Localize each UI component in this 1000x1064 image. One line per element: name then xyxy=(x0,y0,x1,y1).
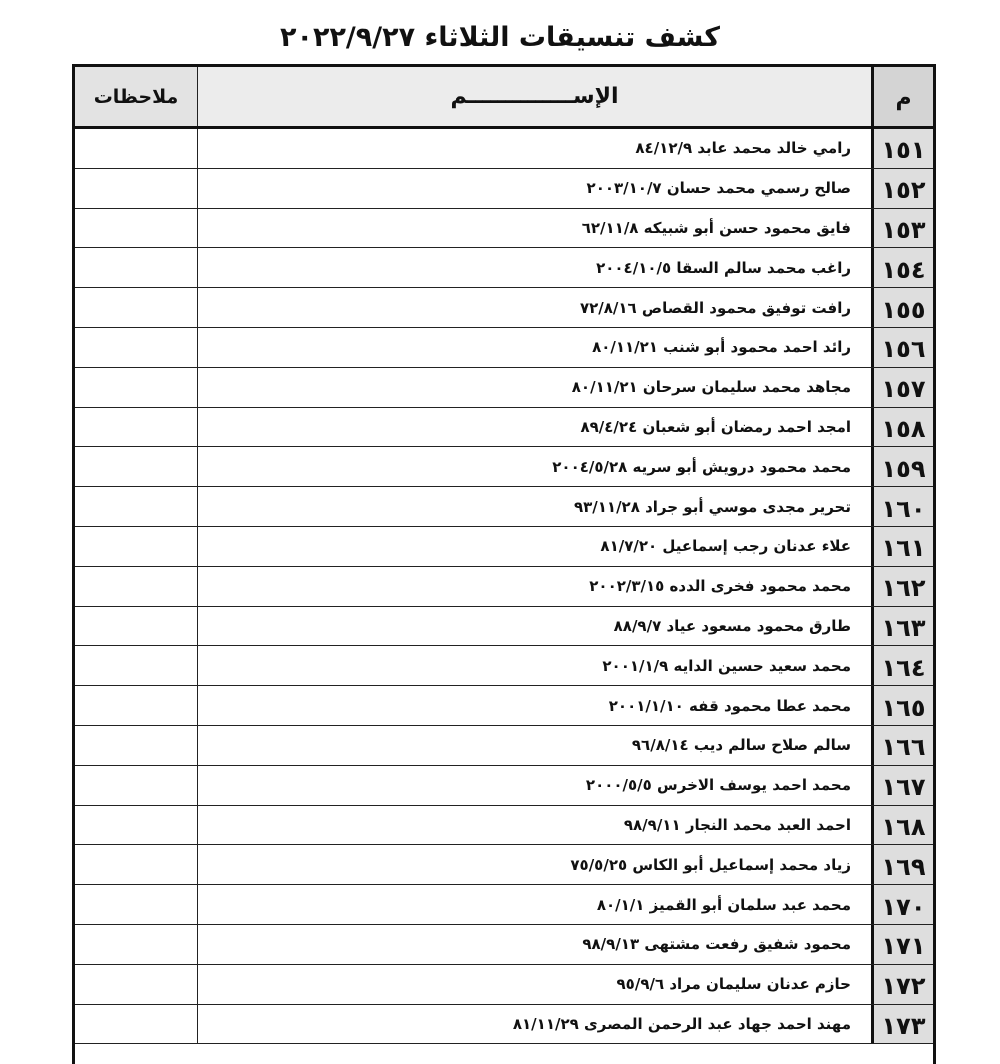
row-name: محمد محمود فخرى الدده ٢٠٠٢/٣/١٥ xyxy=(197,567,871,606)
table-row xyxy=(75,567,933,607)
row-notes xyxy=(75,925,197,964)
row-number: ١٦١ xyxy=(871,527,933,566)
row-number: ١٧٠ xyxy=(871,885,933,924)
header-name: الإســــــــــــــم xyxy=(197,67,871,126)
row-name: زياد محمد إسماعيل أبو الكاس ٧٥/٥/٢٥ xyxy=(197,845,871,884)
row-number: ١٥٦ xyxy=(871,328,933,367)
table-row xyxy=(75,686,933,726)
row-notes xyxy=(75,965,197,1004)
table-row xyxy=(75,726,933,766)
row-name: محمد سعيد حسين الدايه ٢٠٠١/١/٩ xyxy=(197,646,871,685)
table-row xyxy=(75,1005,933,1045)
row-number: ١٥٩ xyxy=(871,447,933,486)
row-name: محمود شفيق رفعت مشتهى ٩٨/٩/١٣ xyxy=(197,925,871,964)
row-notes xyxy=(75,607,197,646)
row-name: رائد احمد محمود أبو شنب ٨٠/١١/٢١ xyxy=(197,328,871,367)
table-row xyxy=(75,845,933,885)
row-notes xyxy=(75,288,197,327)
row-name: رافت توفيق محمود القصاص ٧٢/٨/١٦ xyxy=(197,288,871,327)
table-row xyxy=(75,487,933,527)
table-header-row xyxy=(75,67,933,129)
row-number: ١٦٤ xyxy=(871,646,933,685)
table-body xyxy=(75,129,933,1044)
row-name: مجاهد محمد سليمان سرحان ٨٠/١١/٢١ xyxy=(197,368,871,407)
table-row xyxy=(75,885,933,925)
row-name: تحرير مجدى موسي أبو جراد ٩٣/١١/٢٨ xyxy=(197,487,871,526)
row-name: صالح رسمي محمد حسان ٢٠٠٣/١٠/٧ xyxy=(197,169,871,208)
table-row xyxy=(75,447,933,487)
table-row xyxy=(75,766,933,806)
table-row xyxy=(75,328,933,368)
row-notes xyxy=(75,408,197,447)
row-notes xyxy=(75,328,197,367)
row-number: ١٥٣ xyxy=(871,209,933,248)
row-notes xyxy=(75,487,197,526)
row-number: ١٦٣ xyxy=(871,607,933,646)
row-notes xyxy=(75,169,197,208)
row-name: محمد احمد يوسف الاخرس ٢٠٠٠/٥/٥ xyxy=(197,766,871,805)
page-title: كشف تنسيقات الثلاثاء ٢٠٢٢/٩/٢٧ xyxy=(280,22,720,53)
row-number: ١٧٢ xyxy=(871,965,933,1004)
row-notes xyxy=(75,806,197,845)
row-name: حازم عدنان سليمان مراد ٩٥/٩/٦ xyxy=(197,965,871,1004)
row-number: ١٦٩ xyxy=(871,845,933,884)
row-name: راغب محمد سالم السقا ٢٠٠٤/١٠/٥ xyxy=(197,248,871,287)
row-name: محمد محمود درويش أبو سريه ٢٠٠٤/٥/٢٨ xyxy=(197,447,871,486)
row-number: ١٧٣ xyxy=(871,1005,933,1044)
row-number: ١٦٥ xyxy=(871,686,933,725)
table-row xyxy=(75,209,933,249)
table-row xyxy=(75,806,933,846)
row-name: امجد احمد رمضان أبو شعبان ٨٩/٤/٢٤ xyxy=(197,408,871,447)
row-name: طارق محمود مسعود عياد ٨٨/٩/٧ xyxy=(197,607,871,646)
table-row xyxy=(75,607,933,647)
row-name: مهند احمد جهاد عبد الرحمن المصرى ٨١/١١/٢٩ xyxy=(197,1005,871,1044)
header-number: م xyxy=(871,67,933,126)
row-number: ١٥٤ xyxy=(871,248,933,287)
row-name: رامي خالد محمد عابد ٨٤/١٢/٩ xyxy=(197,129,871,168)
table-row xyxy=(75,646,933,686)
row-number: ١٦٧ xyxy=(871,766,933,805)
row-name: فايق محمود حسن أبو شبيكه ٦٢/١١/٨ xyxy=(197,209,871,248)
row-number: ١٦٨ xyxy=(871,806,933,845)
row-notes xyxy=(75,766,197,805)
row-notes xyxy=(75,726,197,765)
row-notes xyxy=(75,209,197,248)
row-notes xyxy=(75,646,197,685)
row-number: ١٥٢ xyxy=(871,169,933,208)
row-number: ١٥١ xyxy=(871,129,933,168)
row-name: محمد عبد سلمان أبو القميز ٨٠/١/١ xyxy=(197,885,871,924)
row-name: سالم صلاح سالم ديب ٩٦/٨/١٤ xyxy=(197,726,871,765)
row-notes xyxy=(75,129,197,168)
header-notes: ملاحظات xyxy=(75,67,197,126)
row-number: ١٦٢ xyxy=(871,567,933,606)
row-number: ١٧١ xyxy=(871,925,933,964)
row-notes xyxy=(75,885,197,924)
table-row xyxy=(75,368,933,408)
row-notes xyxy=(75,686,197,725)
row-number: ١٥٥ xyxy=(871,288,933,327)
row-notes xyxy=(75,567,197,606)
table-row xyxy=(75,169,933,209)
row-notes xyxy=(75,447,197,486)
table-row xyxy=(75,965,933,1005)
row-name: احمد العبد محمد النجار ٩٨/٩/١١ xyxy=(197,806,871,845)
row-number: ١٥٨ xyxy=(871,408,933,447)
row-name: علاء عدنان رجب إسماعيل ٨١/٧/٢٠ xyxy=(197,527,871,566)
row-notes xyxy=(75,1005,197,1044)
row-name: محمد عطا محمود قفه ٢٠٠١/١/١٠ xyxy=(197,686,871,725)
table-row xyxy=(75,925,933,965)
row-notes xyxy=(75,368,197,407)
row-notes xyxy=(75,527,197,566)
row-notes xyxy=(75,248,197,287)
schedule-table xyxy=(72,64,936,1064)
table-row xyxy=(75,527,933,567)
row-number: ١٦٦ xyxy=(871,726,933,765)
row-number: ١٦٠ xyxy=(871,487,933,526)
table-row xyxy=(75,248,933,288)
table-row xyxy=(75,288,933,328)
table-row xyxy=(75,408,933,448)
row-notes xyxy=(75,845,197,884)
table-row xyxy=(75,129,933,169)
row-number: ١٥٧ xyxy=(871,368,933,407)
